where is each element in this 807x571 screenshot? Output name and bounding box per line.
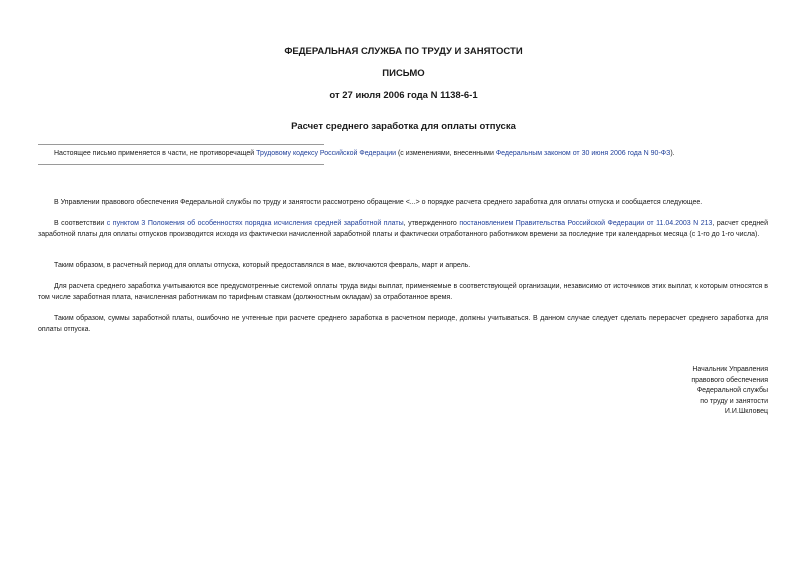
signature-line-3: Федеральной службы xyxy=(696,387,768,395)
note-text-3: ). xyxy=(670,150,675,157)
paragraph-5: Таким образом, суммы заработной платы, ошибочно не учтенные при расчете среднего заработка в расчетном периоде, должны учитываться. В данном случае следует сделать перерасчет среднего заработка для оплаты отпуска. xyxy=(38,315,768,333)
applicability-note xyxy=(54,149,774,159)
paragraph-2 xyxy=(38,219,768,240)
note-text-2: (с изменениями, внесенными xyxy=(396,150,496,157)
document-type: ПИСЬМО xyxy=(382,68,425,79)
regulation-point-link[interactable]: с пунктом 3 Положения об особенностях порядка исчисления средней заработной платы xyxy=(106,220,404,227)
paragraph-4: Для расчета среднего заработка учитываются все предусмотренные системой оплаты труда виды выплат, применяемые в соответствующей организации, независимо от источников этих выплат, к которым относятся в том числе заработная плата, начисленная работникам по тарифным ставкам (должностным окладам) за отработанное время. xyxy=(38,283,768,301)
p2-text-3: , расчет средней заработной платы для оплаты отпусков производится исходя из фактически начисленной заработной платы и фактически отработанного работником времени за последние три календарных месяца (с 1-го до 1-го числа). xyxy=(38,220,768,238)
document-date-number: от 27 июля 2006 года N 1138-6-1 xyxy=(329,90,478,101)
signature-line-1: Начальник Управления xyxy=(692,366,768,373)
paragraph-1: В Управлении правового обеспечения Федеральной службы по труду и занятости рассмотрено обращение <...> о порядке расчета среднего заработка для оплаты отпуска и сообщается следующее. xyxy=(54,199,703,206)
paragraph-3: Таким образом, в расчетный период для оплаты отпуска, который предоставлялся в мае, включаются февраль, март и апрель. xyxy=(54,262,471,269)
government-decree-link[interactable]: постановлением Правительства Российской Федерации от 11.04.2003 N 213 xyxy=(459,220,713,227)
signature-block xyxy=(691,365,768,418)
note-bottom-rule xyxy=(38,164,324,165)
signatory-name: И.И.Шкловец xyxy=(724,408,768,416)
signature-line-2: правового обеспечения xyxy=(691,376,768,384)
labor-code-link[interactable]: Трудовому кодексу Российской Федерации xyxy=(256,150,397,157)
p2-text-1: В соответствии xyxy=(54,220,107,227)
note-text-1: Настоящее письмо применяется в части, не противоречащей xyxy=(54,150,257,157)
agency-title: ФЕДЕРАЛЬНАЯ СЛУЖБА ПО ТРУДУ И ЗАНЯТОСТИ xyxy=(284,46,523,57)
note-top-rule xyxy=(38,144,324,145)
federal-law-link[interactable]: Федеральным законом от 30 июня 2006 года N 90-ФЗ xyxy=(495,150,671,157)
document-subject: Расчет среднего заработка для оплаты отпуска xyxy=(291,121,516,132)
signature-line-4: по труду и занятости xyxy=(700,397,768,405)
p2-text-2: , утвержденного xyxy=(403,220,460,227)
